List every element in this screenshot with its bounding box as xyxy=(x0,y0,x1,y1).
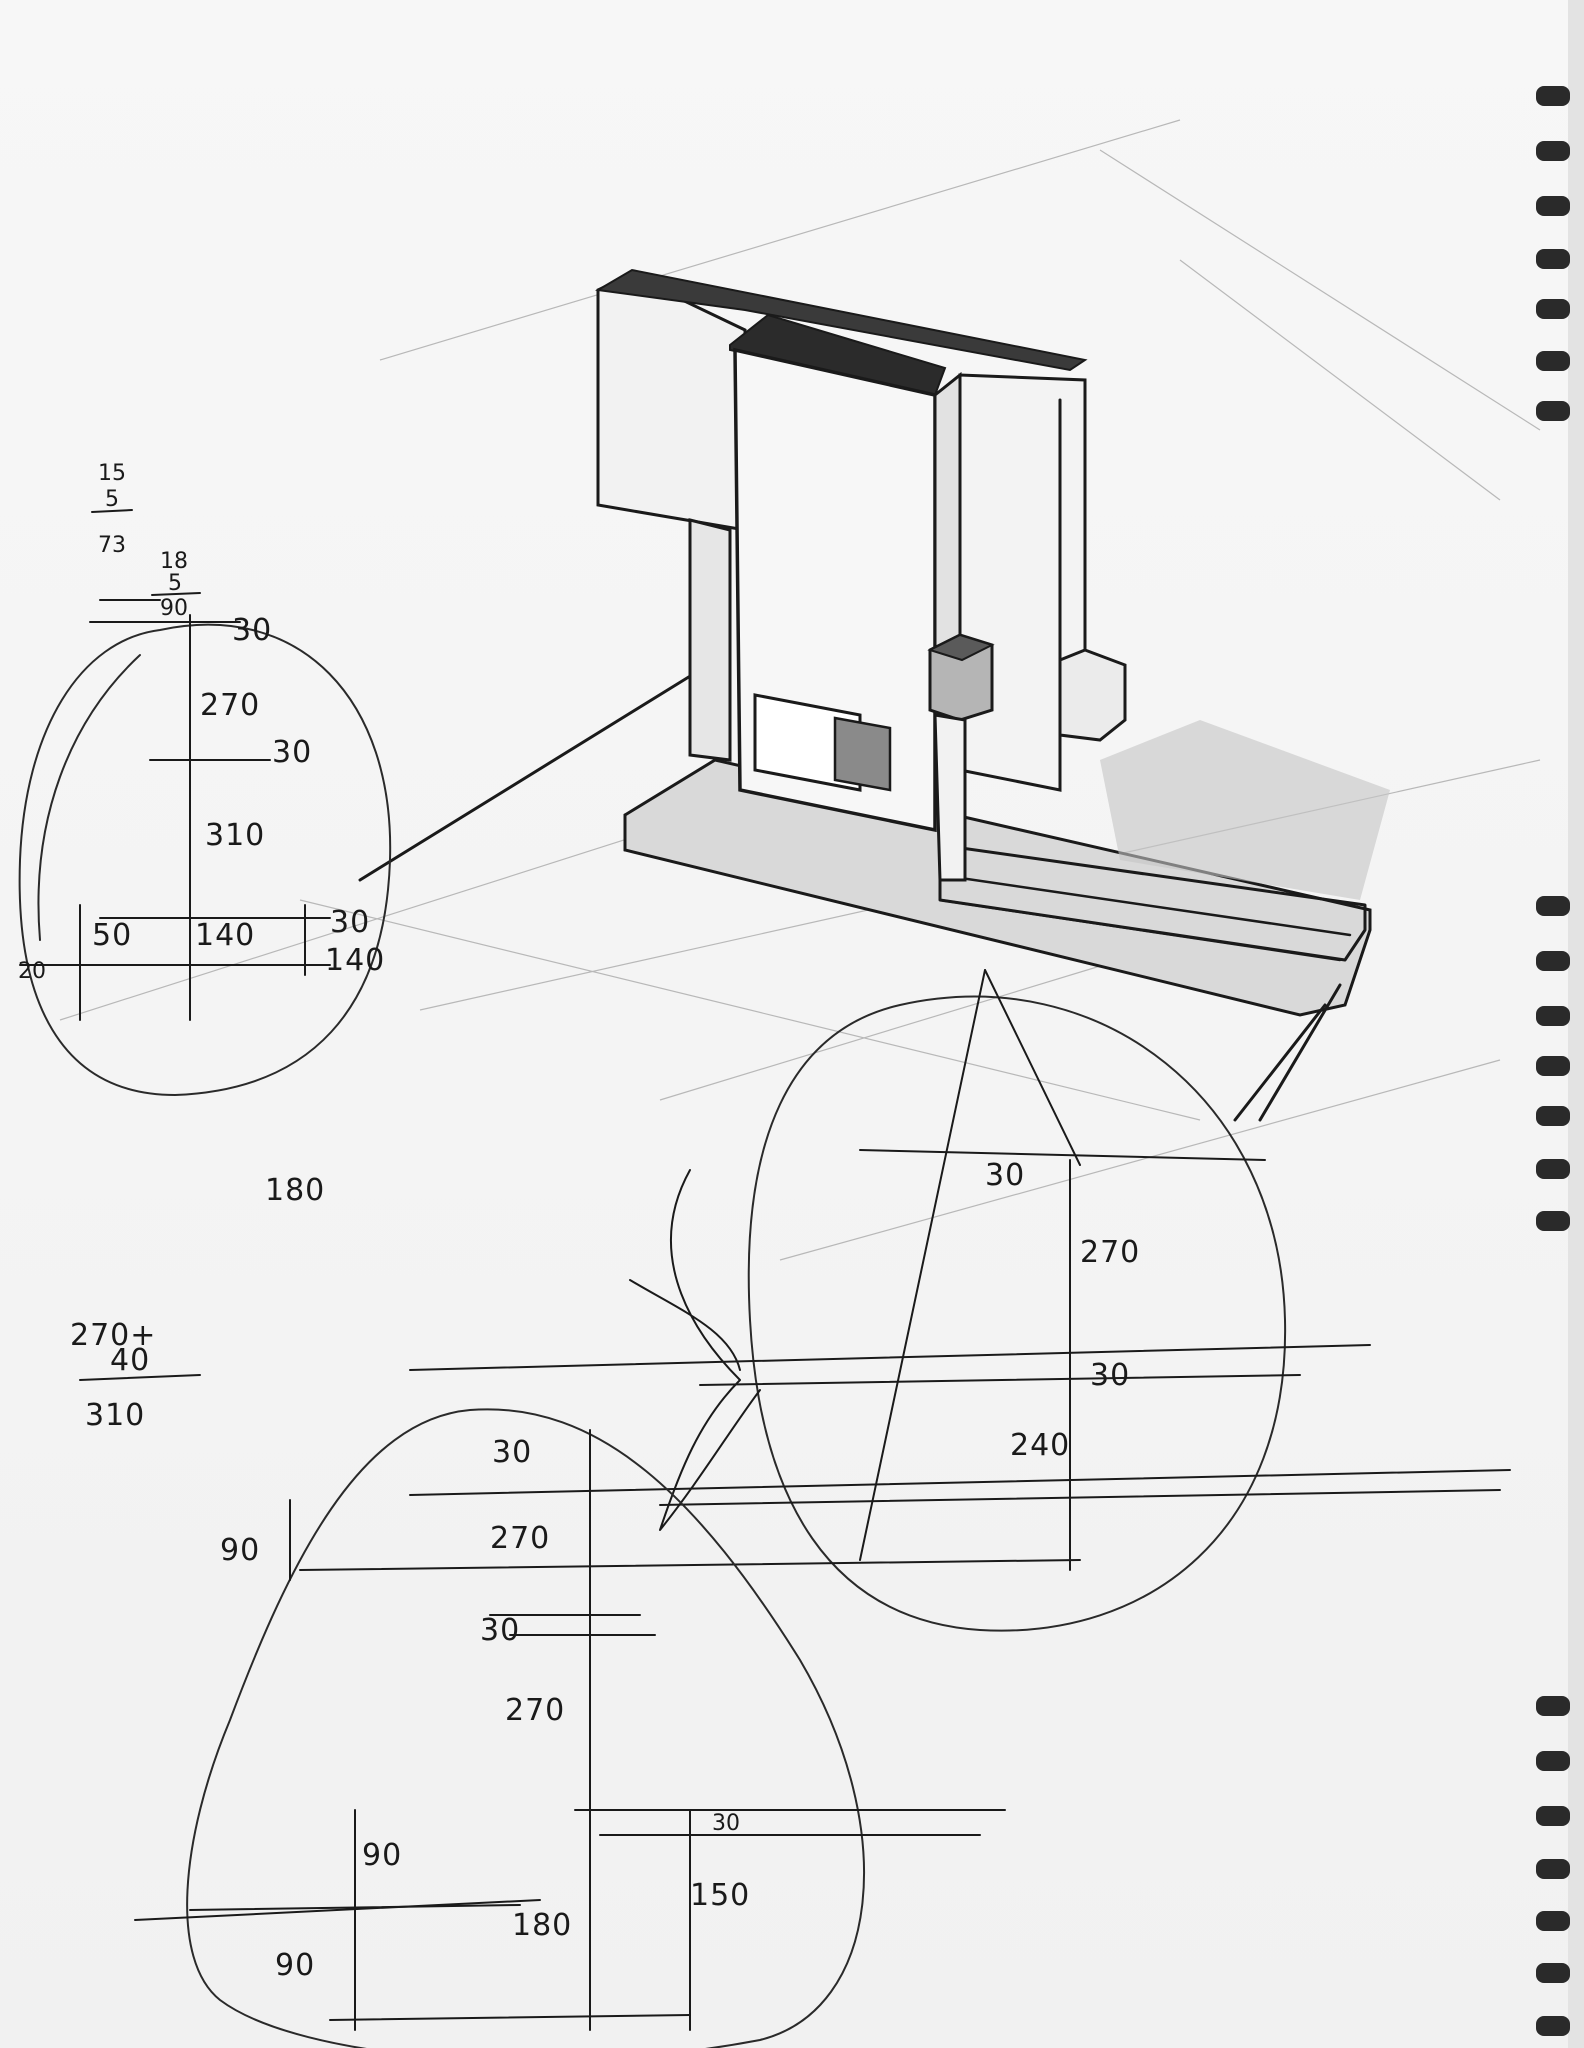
dim-label: 30 xyxy=(1090,1358,1131,1393)
isometric-building xyxy=(360,270,1390,1120)
dim-label: 30 xyxy=(712,1811,740,1836)
spiral-ring xyxy=(1536,141,1570,161)
calc-notes-middle xyxy=(70,1173,325,1433)
note-number: 5 xyxy=(105,487,119,512)
spiral-ring xyxy=(1536,896,1570,916)
spiral-ring xyxy=(1536,1056,1570,1076)
spiral-ring xyxy=(1536,351,1570,371)
note-number: 40 xyxy=(110,1343,151,1378)
note-number: 310 xyxy=(85,1398,146,1433)
dim-label: 30 xyxy=(232,613,273,648)
note-number: 5 xyxy=(168,571,182,596)
dim-label: 240 xyxy=(1010,1428,1071,1463)
dim-label: 90 xyxy=(220,1533,261,1568)
spiral-ring xyxy=(1536,1006,1570,1026)
spiral-ring xyxy=(1536,1963,1570,1983)
dim-label: 140 xyxy=(325,943,386,978)
note-number: 270+ xyxy=(70,1318,157,1353)
dim-label: 140 xyxy=(195,918,256,953)
right-oval-study xyxy=(300,970,1510,1631)
spiral-ring xyxy=(1536,1159,1570,1179)
left-oval-study xyxy=(18,600,390,1095)
dim-label: 90 xyxy=(275,1948,316,1983)
dim-label: 50 xyxy=(92,918,133,953)
dim-label: 30 xyxy=(985,1158,1026,1193)
dim-label: 90 xyxy=(362,1838,403,1873)
spiral-ring xyxy=(1536,86,1570,106)
spiral-ring xyxy=(1536,2016,1570,2036)
spiral-ring xyxy=(1536,951,1570,971)
spiral-ring xyxy=(1536,1751,1570,1771)
note-number: 15 xyxy=(98,461,126,486)
spiral-ring xyxy=(1536,1859,1570,1879)
spiral-ring xyxy=(1536,1696,1570,1716)
note-number: 90 xyxy=(160,596,188,621)
dim-label: 180 xyxy=(512,1908,573,1943)
dim-label: 270 xyxy=(505,1693,566,1728)
spiral-ring xyxy=(1536,249,1570,269)
dim-label: 270 xyxy=(490,1521,551,1556)
dim-label: 310 xyxy=(205,818,266,853)
dim-label: 270 xyxy=(200,688,261,723)
spiral-ring xyxy=(1536,1106,1570,1126)
spiral-ring xyxy=(1536,1211,1570,1231)
note-number: 180 xyxy=(265,1173,326,1208)
spiral-ring xyxy=(1536,299,1570,319)
note-number: 73 xyxy=(98,533,126,558)
dim-label: 30 xyxy=(330,905,371,940)
spiral-ring xyxy=(1536,1911,1570,1931)
spiral-ring xyxy=(1536,401,1570,421)
dim-label: 150 xyxy=(690,1878,751,1913)
spiral-ring xyxy=(1536,196,1570,216)
dim-label: 30 xyxy=(492,1435,533,1470)
dim-label: 20 xyxy=(18,959,46,984)
spiral-binding xyxy=(1536,0,1584,2048)
bottom-oval-study xyxy=(135,1409,1005,2048)
dim-label: 30 xyxy=(272,735,313,770)
calc-notes-top xyxy=(92,461,200,621)
spiral-ring xyxy=(1536,1806,1570,1826)
dim-label: 270 xyxy=(1080,1235,1141,1270)
note-number: 18 xyxy=(160,549,188,574)
dim-label: 30 xyxy=(480,1613,521,1648)
